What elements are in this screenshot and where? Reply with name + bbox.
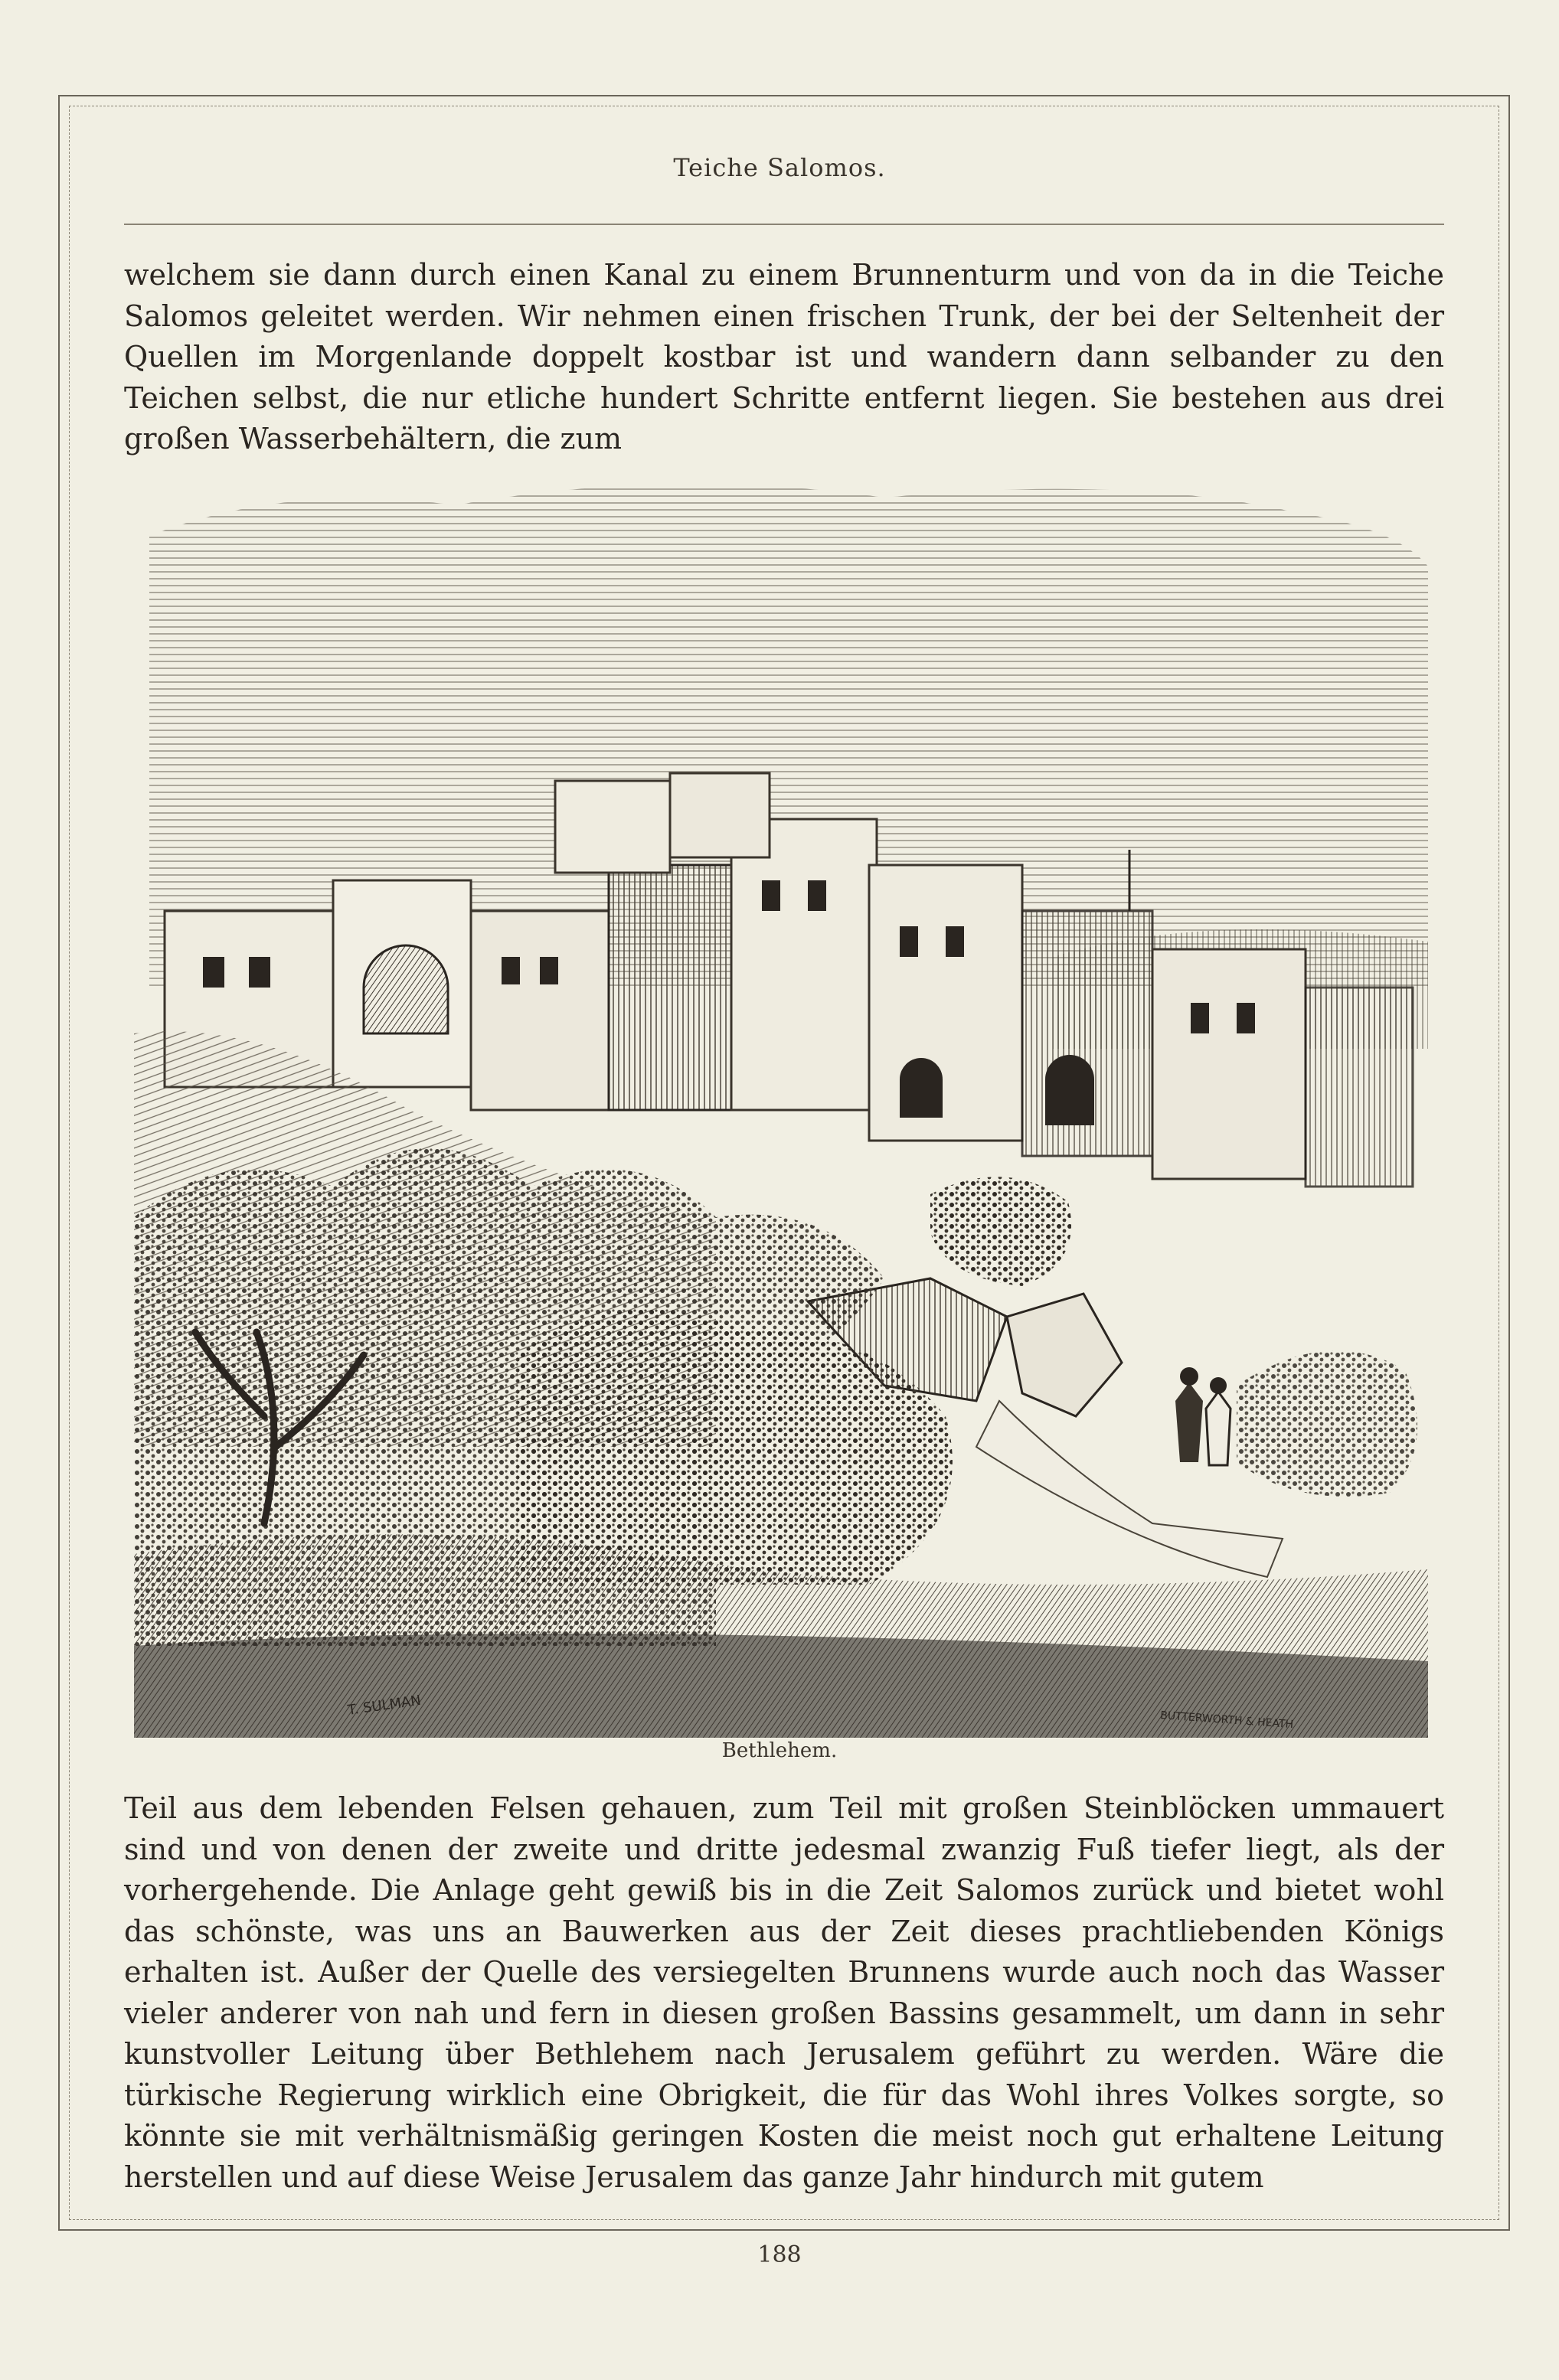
paragraph-bottom: Teil aus dem lebenden Felsen gehauen, zum Teil mit großen Steinblöcken ummauert sind und von denen der zweite und dritte jedesmal zwanzig Fuß tiefer liegt, als der vorhergehende. Die Anlage geht gewiß bis in die Zeit Salomos zurück und bietet wohl das schönste, was uns an Bauwerken aus der Zeit dieses prachtliebenden Königs erhalten ist. Außer der Quelle des versiegelten Brunnens wurde auch noch das Wasser vieler anderer von nah und fern in diesen großen Bassins gesammelt, um dann in sehr kunstvoller Leitung über Bethlehem nach Jerusalem geführt zu werden. Wäre die türkische Regierung wirklich eine Obrigkeit, die für das Wohl ihres Volkes sorgte, so könnte sie mit verhältnismäßig geringen Kosten die meist noch gut erhaltene Leitung herstellen und auf diese Weise Jerusalem das ganze Jahr hindurch mit gutem (124, 1791, 1444, 2194)
page-number: 188 (757, 2241, 802, 2268)
paragraph-top: welchem sie dann durch einen Kanal zu einem Brunnenturm und von da in die Teiche Salomos geleitet werden. Wir nehmen einen frischen Trunk, der bei der Seltenheit der Quellen im Morgenlande doppelt kostbar ist und wandern dann selbander zu den Teichen selbst, die nur etliche hundert Schritte entfernt liegen. Sie bestehen aus drei großen Wasserbehältern, die zum (124, 258, 1444, 455)
figure-caption: Bethlehem. (721, 1739, 838, 1762)
artist-signature: T. SULMAN (346, 1692, 423, 1719)
engraver-signature: BUTTERWORTH & HEATH (1159, 1709, 1294, 1732)
engraving-bethlehem (134, 452, 1436, 1738)
body-text-top (124, 255, 1444, 460)
two-figures (1175, 1367, 1231, 1465)
body-text-bottom (124, 1788, 1444, 2198)
header-rule (124, 224, 1444, 225)
running-head: Teiche Salomos. (673, 153, 886, 182)
engraving-illustration (134, 452, 1436, 1738)
